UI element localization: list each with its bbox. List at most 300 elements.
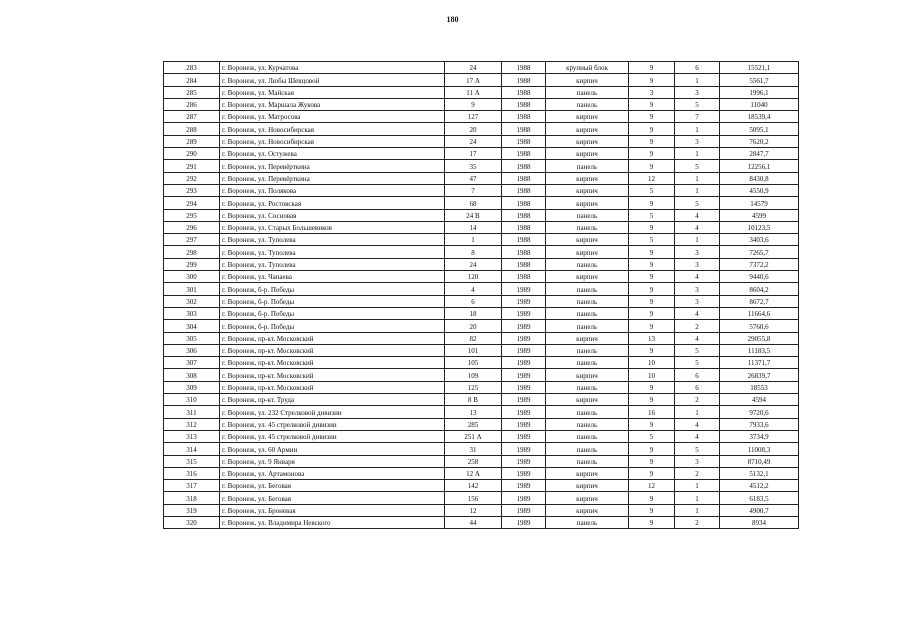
entrances-cell: 4 [675, 430, 720, 442]
row-number: 304 [164, 320, 220, 332]
address-cell: г. Воронеж, ул. 232 Стрелковой дивизии [220, 406, 445, 418]
entrances-cell: 3 [675, 246, 720, 258]
entrances-cell: 4 [675, 271, 720, 283]
entrances-cell: 1 [675, 234, 720, 246]
area-cell: 9720,6 [720, 406, 799, 418]
floors-cell: 9 [629, 221, 675, 233]
address-cell: г. Воронеж, ул. Перевёрткина [220, 160, 445, 172]
area-cell: 4900,7 [720, 504, 799, 516]
material-cell: кирпич [546, 184, 629, 196]
year-cell: 1989 [502, 406, 546, 418]
floors-cell: 9 [629, 123, 675, 135]
year-cell: 1988 [502, 172, 546, 184]
material-cell: панель [546, 320, 629, 332]
address-cell: г. Воронеж, ул. Старых Большевиков [220, 221, 445, 233]
house-number-cell: 13 [445, 406, 502, 418]
table-row [164, 74, 799, 86]
row-number: 286 [164, 98, 220, 110]
entrances-cell: 1 [675, 480, 720, 492]
entrances-cell: 3 [675, 86, 720, 98]
material-cell: кирпич [546, 492, 629, 504]
table-body [164, 62, 799, 529]
house-number-cell: 31 [445, 443, 502, 455]
address-cell: г. Воронеж, пр-кт. Московский [220, 381, 445, 393]
material-cell: панель [546, 516, 629, 528]
floors-cell: 9 [629, 62, 675, 74]
house-number-cell: 7 [445, 184, 502, 196]
area-cell: 12256,1 [720, 160, 799, 172]
year-cell: 1988 [502, 62, 546, 74]
row-number: 320 [164, 516, 220, 528]
row-number: 312 [164, 418, 220, 430]
floors-cell: 9 [629, 148, 675, 160]
area-cell: 11040 [720, 98, 799, 110]
entrances-cell: 5 [675, 160, 720, 172]
year-cell: 1988 [502, 271, 546, 283]
housing-register-table [163, 61, 799, 529]
floors-cell: 12 [629, 172, 675, 184]
material-cell: кирпич [546, 197, 629, 209]
row-number: 284 [164, 74, 220, 86]
area-cell: 29055,8 [720, 332, 799, 344]
area-cell: 11371,7 [720, 357, 799, 369]
area-cell: 1996,1 [720, 86, 799, 98]
address-cell: г. Воронеж, ул. Сосновая [220, 209, 445, 221]
year-cell: 1989 [502, 504, 546, 516]
area-cell: 8710,49 [720, 455, 799, 467]
table-row [164, 62, 799, 74]
house-number-cell: 47 [445, 172, 502, 184]
area-cell: 7933,6 [720, 418, 799, 430]
row-number: 311 [164, 406, 220, 418]
material-cell: панель [546, 86, 629, 98]
material-cell: панель [546, 209, 629, 221]
entrances-cell: 5 [675, 344, 720, 356]
house-number-cell: 109 [445, 369, 502, 381]
material-cell: панель [546, 455, 629, 467]
floors-cell: 3 [629, 86, 675, 98]
table-row [164, 295, 799, 307]
row-number: 290 [164, 148, 220, 160]
house-number-cell: 1 [445, 234, 502, 246]
material-cell: кирпич [546, 123, 629, 135]
row-number: 289 [164, 135, 220, 147]
row-number: 288 [164, 123, 220, 135]
address-cell: г. Воронеж, ул. Артамонова [220, 467, 445, 479]
house-number-cell: 142 [445, 480, 502, 492]
address-cell: г. Воронеж, ул. 9 Января [220, 455, 445, 467]
area-cell: 18539,4 [720, 111, 799, 123]
table-row [164, 369, 799, 381]
entrances-cell: 1 [675, 184, 720, 196]
address-cell: г. Воронеж, б-р. Победы [220, 295, 445, 307]
floors-cell: 5 [629, 184, 675, 196]
table-row [164, 320, 799, 332]
entrances-cell: 5 [675, 197, 720, 209]
address-cell: г. Воронеж, пр-кт. Московский [220, 332, 445, 344]
material-cell: кирпич [546, 504, 629, 516]
year-cell: 1989 [502, 492, 546, 504]
entrances-cell: 4 [675, 307, 720, 319]
entrances-cell: 5 [675, 98, 720, 110]
house-number-cell: 9 [445, 98, 502, 110]
house-number-cell: 24 [445, 135, 502, 147]
row-number: 283 [164, 62, 220, 74]
area-cell: 5561,7 [720, 74, 799, 86]
row-number: 300 [164, 271, 220, 283]
house-number-cell: 24 [445, 258, 502, 270]
address-cell: г. Воронеж, ул. Любы Шевцовой [220, 74, 445, 86]
year-cell: 1988 [502, 148, 546, 160]
floors-cell: 9 [629, 271, 675, 283]
area-cell: 7265,7 [720, 246, 799, 258]
area-cell: 4512,2 [720, 480, 799, 492]
house-number-cell: 35 [445, 160, 502, 172]
material-cell: кирпич [546, 172, 629, 184]
table-row [164, 480, 799, 492]
table-row [164, 381, 799, 393]
area-cell: 26839,7 [720, 369, 799, 381]
year-cell: 1989 [502, 516, 546, 528]
address-cell: г. Воронеж, ул. Беговая [220, 480, 445, 492]
entrances-cell: 6 [675, 381, 720, 393]
row-number: 296 [164, 221, 220, 233]
address-cell: г. Воронеж, ул. Матросова [220, 111, 445, 123]
area-cell: 5095,1 [720, 123, 799, 135]
area-cell: 11008,3 [720, 443, 799, 455]
area-cell: 6183,5 [720, 492, 799, 504]
year-cell: 1988 [502, 111, 546, 123]
floors-cell: 9 [629, 160, 675, 172]
material-cell: кирпич [546, 234, 629, 246]
entrances-cell: 3 [675, 455, 720, 467]
floors-cell: 5 [629, 234, 675, 246]
row-number: 295 [164, 209, 220, 221]
area-cell: 11183,5 [720, 344, 799, 356]
house-number-cell: 125 [445, 381, 502, 393]
house-number-cell: 17 А [445, 74, 502, 86]
material-cell: панель [546, 381, 629, 393]
table-row [164, 98, 799, 110]
row-number: 307 [164, 357, 220, 369]
row-number: 302 [164, 295, 220, 307]
house-number-cell: 8 [445, 246, 502, 258]
house-number-cell: 17 [445, 148, 502, 160]
year-cell: 1988 [502, 74, 546, 86]
house-number-cell: 251 А [445, 430, 502, 442]
row-number: 315 [164, 455, 220, 467]
area-cell: 5132,1 [720, 467, 799, 479]
table-row [164, 258, 799, 270]
entrances-cell: 3 [675, 135, 720, 147]
address-cell: г. Воронеж, ул. Беговая [220, 492, 445, 504]
row-number: 299 [164, 258, 220, 270]
row-number: 303 [164, 307, 220, 319]
entrances-cell: 2 [675, 320, 720, 332]
house-number-cell: 127 [445, 111, 502, 123]
year-cell: 1988 [502, 258, 546, 270]
entrances-cell: 1 [675, 406, 720, 418]
material-cell: кирпич [546, 135, 629, 147]
table-row [164, 234, 799, 246]
house-number-cell: 20 [445, 320, 502, 332]
floors-cell: 9 [629, 258, 675, 270]
table-row [164, 209, 799, 221]
row-number: 316 [164, 467, 220, 479]
entrances-cell: 1 [675, 172, 720, 184]
floors-cell: 9 [629, 135, 675, 147]
address-cell: г. Воронеж, ул. Чапаева [220, 271, 445, 283]
area-cell: 3403,6 [720, 234, 799, 246]
table-row [164, 111, 799, 123]
table-row [164, 516, 799, 528]
material-cell: кирпич [546, 271, 629, 283]
address-cell: г. Воронеж, ул. Ростовская [220, 197, 445, 209]
area-cell: 7620,2 [720, 135, 799, 147]
entrances-cell: 6 [675, 62, 720, 74]
row-number: 291 [164, 160, 220, 172]
table-row [164, 148, 799, 160]
row-number: 285 [164, 86, 220, 98]
table-row [164, 283, 799, 295]
address-cell: г. Воронеж, ул. Туполева [220, 234, 445, 246]
floors-cell: 9 [629, 492, 675, 504]
year-cell: 1989 [502, 381, 546, 393]
material-cell: панель [546, 295, 629, 307]
address-cell: г. Воронеж, ул. Владимира Невского [220, 516, 445, 528]
entrances-cell: 3 [675, 295, 720, 307]
row-number: 310 [164, 394, 220, 406]
material-cell: панель [546, 406, 629, 418]
floors-cell: 9 [629, 467, 675, 479]
table-row [164, 135, 799, 147]
row-number: 301 [164, 283, 220, 295]
table-row [164, 221, 799, 233]
house-number-cell: 24 В [445, 209, 502, 221]
year-cell: 1989 [502, 443, 546, 455]
floors-cell: 9 [629, 246, 675, 258]
year-cell: 1988 [502, 197, 546, 209]
entrances-cell: 4 [675, 418, 720, 430]
table-row [164, 332, 799, 344]
area-cell: 5760,6 [720, 320, 799, 332]
house-number-cell: 14 [445, 221, 502, 233]
area-cell: 4594 [720, 394, 799, 406]
row-number: 297 [164, 234, 220, 246]
entrances-cell: 3 [675, 283, 720, 295]
area-cell: 4599 [720, 209, 799, 221]
year-cell: 1989 [502, 418, 546, 430]
material-cell: панель [546, 344, 629, 356]
area-cell: 8430,8 [720, 172, 799, 184]
floors-cell: 5 [629, 209, 675, 221]
address-cell: г. Воронеж, пр-кт. Московский [220, 344, 445, 356]
material-cell: кирпич [546, 480, 629, 492]
year-cell: 1989 [502, 480, 546, 492]
table-row [164, 430, 799, 442]
house-number-cell: 6 [445, 295, 502, 307]
entrances-cell: 5 [675, 357, 720, 369]
material-cell: кирпич [546, 369, 629, 381]
table-row [164, 271, 799, 283]
year-cell: 1988 [502, 160, 546, 172]
house-number-cell: 156 [445, 492, 502, 504]
address-cell: г. Воронеж, ул. Туполева [220, 246, 445, 258]
material-cell: панель [546, 357, 629, 369]
house-number-cell: 120 [445, 271, 502, 283]
table-row [164, 504, 799, 516]
table-row [164, 172, 799, 184]
material-cell: панель [546, 307, 629, 319]
table-row [164, 246, 799, 258]
row-number: 308 [164, 369, 220, 381]
material-cell: кирпич [546, 111, 629, 123]
floors-cell: 9 [629, 98, 675, 110]
address-cell: г. Воронеж, б-р. Победы [220, 283, 445, 295]
floors-cell: 9 [629, 111, 675, 123]
row-number: 313 [164, 430, 220, 442]
year-cell: 1988 [502, 86, 546, 98]
area-cell: 7372,2 [720, 258, 799, 270]
house-number-cell: 258 [445, 455, 502, 467]
area-cell: 18553 [720, 381, 799, 393]
area-cell: 10123,5 [720, 221, 799, 233]
address-cell: г. Воронеж, ул. Курчатова [220, 62, 445, 74]
row-number: 309 [164, 381, 220, 393]
house-number-cell: 4 [445, 283, 502, 295]
material-cell: кирпич [546, 246, 629, 258]
address-cell: г. Воронеж, б-р. Победы [220, 320, 445, 332]
material-cell: кирпич [546, 148, 629, 160]
material-cell: крупный блок [546, 62, 629, 74]
floors-cell: 9 [629, 394, 675, 406]
floors-cell: 9 [629, 295, 675, 307]
entrances-cell: 7 [675, 111, 720, 123]
year-cell: 1988 [502, 98, 546, 110]
area-cell: 15521,1 [720, 62, 799, 74]
entrances-cell: 5 [675, 443, 720, 455]
material-cell: панель [546, 430, 629, 442]
floors-cell: 9 [629, 504, 675, 516]
table-row [164, 467, 799, 479]
row-number: 306 [164, 344, 220, 356]
material-cell: кирпич [546, 74, 629, 86]
floors-cell: 9 [629, 455, 675, 467]
row-number: 294 [164, 197, 220, 209]
entrances-cell: 1 [675, 148, 720, 160]
year-cell: 1989 [502, 357, 546, 369]
material-cell: панель [546, 283, 629, 295]
address-cell: г. Воронеж, ул. 45 стрелковой дивизии [220, 430, 445, 442]
area-cell: 14579 [720, 197, 799, 209]
floors-cell: 10 [629, 357, 675, 369]
year-cell: 1989 [502, 369, 546, 381]
year-cell: 1989 [502, 320, 546, 332]
material-cell: кирпич [546, 332, 629, 344]
table-row [164, 307, 799, 319]
year-cell: 1989 [502, 394, 546, 406]
entrances-cell: 4 [675, 209, 720, 221]
house-number-cell: 20 [445, 123, 502, 135]
house-number-cell: 44 [445, 516, 502, 528]
address-cell: г. Воронеж, ул. Новосибирская [220, 123, 445, 135]
floors-cell: 5 [629, 430, 675, 442]
year-cell: 1988 [502, 209, 546, 221]
table-row [164, 443, 799, 455]
year-cell: 1989 [502, 430, 546, 442]
table-row [164, 86, 799, 98]
house-number-cell: 12 [445, 504, 502, 516]
year-cell: 1988 [502, 234, 546, 246]
area-cell: 8672,7 [720, 295, 799, 307]
area-cell: 8604,2 [720, 283, 799, 295]
row-number: 318 [164, 492, 220, 504]
row-number: 314 [164, 443, 220, 455]
table-row [164, 406, 799, 418]
year-cell: 1988 [502, 135, 546, 147]
year-cell: 1988 [502, 123, 546, 135]
year-cell: 1988 [502, 246, 546, 258]
entrances-cell: 1 [675, 123, 720, 135]
entrances-cell: 2 [675, 394, 720, 406]
material-cell: панель [546, 443, 629, 455]
floors-cell: 9 [629, 381, 675, 393]
table-row [164, 344, 799, 356]
year-cell: 1989 [502, 295, 546, 307]
area-cell: 4550,9 [720, 184, 799, 196]
year-cell: 1989 [502, 467, 546, 479]
floors-cell: 9 [629, 344, 675, 356]
house-number-cell: 285 [445, 418, 502, 430]
house-number-cell: 101 [445, 344, 502, 356]
row-number: 293 [164, 184, 220, 196]
row-number: 305 [164, 332, 220, 344]
floors-cell: 9 [629, 283, 675, 295]
year-cell: 1989 [502, 283, 546, 295]
table-row [164, 123, 799, 135]
house-number-cell: 18 [445, 307, 502, 319]
floors-cell: 9 [629, 307, 675, 319]
house-number-cell: 82 [445, 332, 502, 344]
address-cell: г. Воронеж, б-р. Победы [220, 307, 445, 319]
entrances-cell: 6 [675, 369, 720, 381]
address-cell: г. Воронеж, ул. Перевёрткина [220, 172, 445, 184]
table-row [164, 197, 799, 209]
floors-cell: 9 [629, 418, 675, 430]
area-cell: 8934 [720, 516, 799, 528]
material-cell: панель [546, 221, 629, 233]
floors-cell: 10 [629, 369, 675, 381]
floors-cell: 9 [629, 443, 675, 455]
material-cell: кирпич [546, 467, 629, 479]
area-cell: 3734,9 [720, 430, 799, 442]
row-number: 319 [164, 504, 220, 516]
address-cell: г. Воронеж, пр-кт. Труда [220, 394, 445, 406]
year-cell: 1989 [502, 332, 546, 344]
floors-cell: 9 [629, 320, 675, 332]
table-row [164, 455, 799, 467]
area-cell: 11664,6 [720, 307, 799, 319]
year-cell: 1988 [502, 184, 546, 196]
house-number-cell: 105 [445, 357, 502, 369]
floors-cell: 9 [629, 516, 675, 528]
entrances-cell: 1 [675, 504, 720, 516]
row-number: 317 [164, 480, 220, 492]
material-cell: кирпич [546, 394, 629, 406]
house-number-cell: 68 [445, 197, 502, 209]
material-cell: панель [546, 160, 629, 172]
year-cell: 1989 [502, 307, 546, 319]
